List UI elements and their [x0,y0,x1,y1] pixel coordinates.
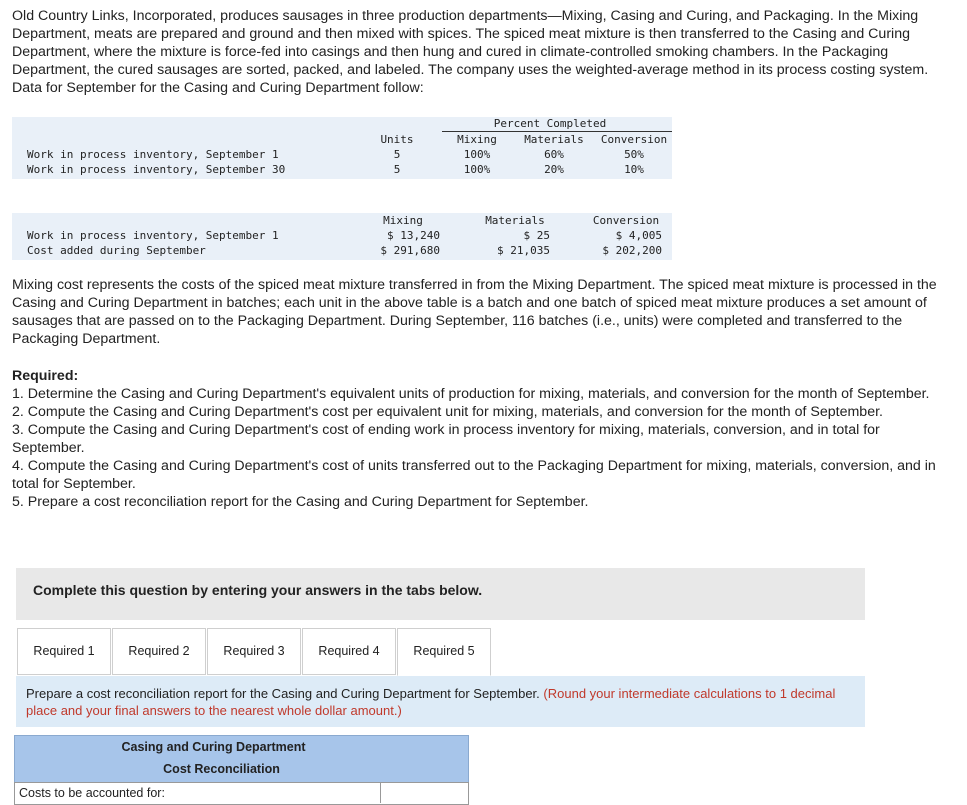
table-cell: 50% [624,148,644,161]
table-cell: 20% [544,163,564,176]
required-item: 5. Prepare a cost reconciliation report for the Casing and Curing Department for September. [12,494,589,510]
required-item: 4. Compute the Casing and Curing Department's cost of units transferred out to the Packaging Department for mixing, materials, conversion, and in total for September. [12,458,936,492]
table-row-label: Cost added during September [27,244,206,257]
table-cell: 100% [463,148,491,161]
required-item: 3. Compute the Casing and Curing Department's cost of ending work in process inventory for mixing, materials, conversion, and in total for September. [12,422,880,456]
table-cell: $ 291,680 [380,244,440,257]
tab-required-1[interactable]: Required 1 [17,628,111,675]
instruction-note: (Round your intermediate calculations to 1 decimal place and your final answers to the nearest whole dollar amount.) [26,686,836,718]
conversion-col-header: Conversion [600,133,668,146]
table-cell: 5 [393,163,401,176]
table-row-label: Work in process inventory, September 30 [27,163,286,176]
units-col-header: Units [380,133,414,146]
table-cell: $ 4,005 [615,229,662,242]
recon-title: Casing and Curing Department [121,740,306,754]
required-section [12,367,954,511]
table-cell: 60% [544,148,564,161]
instruction-main: Prepare a cost reconciliation report for the Casing and Curing Department for September. [26,686,540,701]
intro-text: Old Country Links, Incorporated, produces sausages in three production departments—Mixing, Casing and Curing, and Packaging. In the Mixing Department, meats are prepared and ground and then mixed with spices. The spiced meat mixture is then transferred to the Casing and Curing Department, where the mixture is force-fed into casings and then hung and cured in climate-controlled smoking chambers. In the Packaging Department, the cured sausages are sorted, packed, and labeled. The company uses the weighted-average method in its process costing system. Data for September for the Casing and Curing Department follow: [12,8,929,96]
banner-text: Complete this question by entering your answers in the tabs below. [33,582,483,598]
cost-materials-header: Materials [485,214,545,227]
cost-conversion-header: Conversion [592,214,660,227]
tab-required-5[interactable]: Required 5 [397,628,491,676]
mixing-col-header: Mixing [457,133,497,146]
table-cell: 100% [463,163,491,176]
instruction-box [16,676,865,727]
recon-row-label: Costs to be accounted for: [19,786,165,800]
table-cell: 10% [624,163,644,176]
recon-header [14,735,469,783]
percent-completed-header: Percent Completed [493,117,607,130]
materials-col-header: Materials [524,133,584,146]
table-cell: 5 [393,148,401,161]
complete-question-banner [16,568,865,620]
recon-row [14,782,469,805]
table-row-label: Work in process inventory, September 1 [27,229,279,242]
cost-mixing-header: Mixing [383,214,423,227]
mixing-note-text: Mixing cost represents the costs of the spiced meat mixture transferred in from the Mixing Department. The spiced meat mixture is processed in the Casing and Curing Department in batches; each unit in the above table is a batch and one batch of spiced meat mixture produces a set amount of sausages that are passed on to the Packaging Department. During September, 116 batches (i.e., units) were completed and transferred to the Packaging Department. [12,277,937,347]
required-item: 2. Compute the Casing and Curing Department's cost per equivalent unit for mixing, materials, and conversion for the month of September. [12,404,883,420]
table-cell: $ 202,200 [602,244,662,257]
tab-required-4[interactable]: Required 4 [302,628,396,675]
tab-required-3[interactable]: Required 3 [207,628,301,675]
table-cell: $ 21,035 [497,244,550,257]
tab-required-2[interactable]: Required 2 [112,628,206,675]
header-rule [442,131,672,132]
recon-amount-input[interactable] [380,782,469,803]
table-cell: $ 13,240 [387,229,440,242]
recon-subtitle: Cost Reconciliation [163,762,280,776]
table-cell: $ 25 [523,229,550,242]
required-title: Required: [12,368,79,384]
table-row-label: Work in process inventory, September 1 [27,148,279,161]
required-item: 1. Determine the Casing and Curing Department's equivalent units of production for mixing, materials, and conversion for the month of September. [12,386,930,402]
instruction-text [26,685,846,719]
